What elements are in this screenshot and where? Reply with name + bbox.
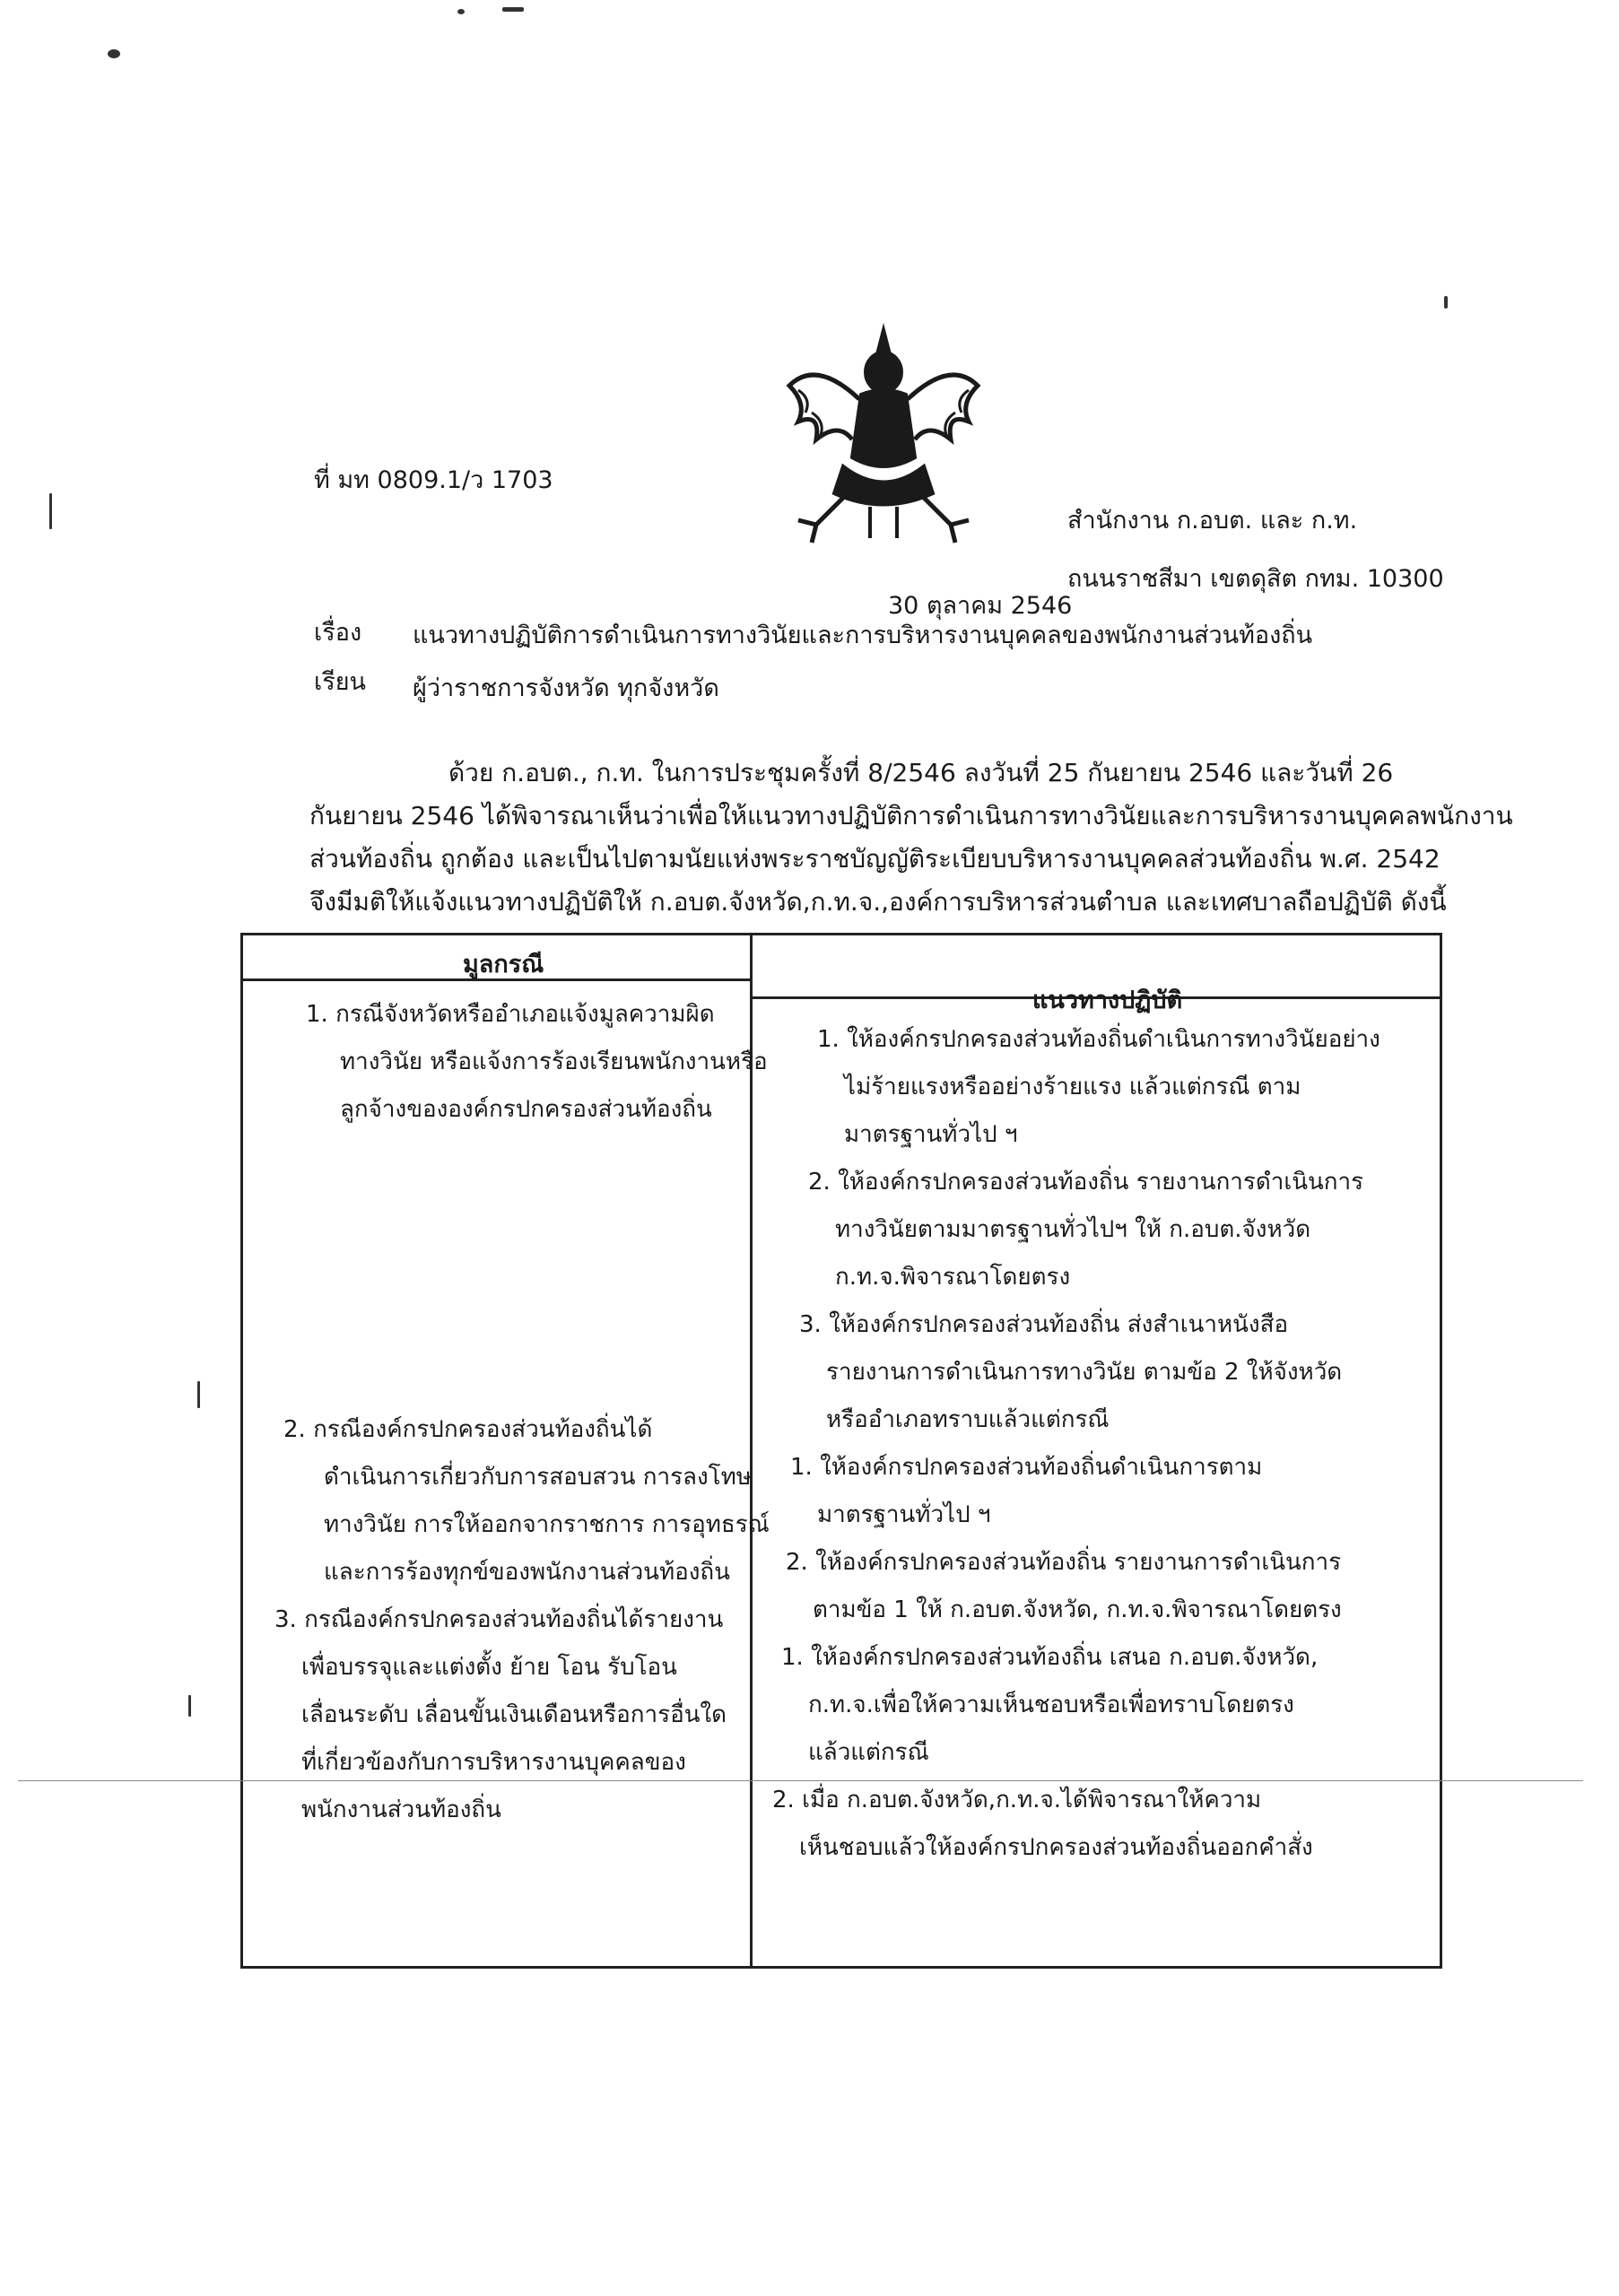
letter-date: 30 ตุลาคม 2546 [888,592,1073,620]
guideline-line: 1. ให้องค์กรปกครองส่วนท้องถิ่น เสนอ ก.อบต.จังหวัด, [781,1644,1319,1671]
case-line: ลูกจ้างขององค์กรปกครองส่วนท้องถิ่น [340,1096,712,1123]
reference-number: ที่ มท 0809.1/ว 1703 [314,466,553,494]
case-line: ทางวินัย การให้ออกจากราชการ การอุทธรณ์ [324,1511,770,1538]
guideline-line: เห็นชอบแล้วให้องค์กรปกครองส่วนท้องถิ่นออกคำสั่ง [799,1834,1313,1861]
guideline-line: หรืออำเภอทราบแล้วแต่กรณี [826,1406,1110,1433]
guideline-line: แล้วแต่กรณี [808,1739,929,1766]
case-line: ที่เกี่ยวข้องกับการบริหารงานบุคคลของ [301,1749,686,1776]
sender-address: ถนนราชสีมา เขตดุสิต กทม. 10300 [1067,565,1444,593]
scan-speck [108,49,120,58]
guideline-line: ก.ท.จ.พิจารณาโดยตรง [835,1264,1071,1291]
guideline-line: 3. ให้องค์กรปกครองส่วนท้องถิ่น ส่งสำเนาหนังสือ [799,1311,1289,1338]
case-line: 2. กรณีองค์กรปกครองส่วนท้องถิ่นได้ [283,1416,653,1443]
scan-speck [197,1381,200,1408]
scan-speck [502,7,524,12]
case-line: 1. กรณีจังหวัดหรืออำเภอแจ้งมูลความผิด [306,1001,715,1028]
body-line: ส่วนท้องถิ่น ถูกต้อง และเป็นไปตามนัยแห่งพระราชบัญญัติระเบียบบริหารงานบุคคลส่วนท้องถิ่น พ.ศ. 2542 [309,844,1441,874]
guideline-line: ก.ท.จ.เพื่อให้ความเห็นชอบหรือเพื่อทราบโดยตรง [808,1692,1294,1718]
subject-label: เรื่อง [314,619,362,647]
case-line: พนักงานส่วนท้องถิ่น [301,1796,501,1823]
case-line: เลื่อนระดับ เลื่อนขั้นเงินเดือนหรือการอื่นใด [301,1701,727,1728]
scan-speck [457,9,465,14]
guideline-line: ไม่ร้ายแรงหรืออย่างร้ายแรง แล้วแต่กรณี ตาม [844,1074,1301,1100]
case-line: เพื่อบรรจุและแต่งตั้ง ย้าย โอน รับโอน [301,1654,677,1681]
guideline-line: มาตรฐานทั่วไป ฯ [844,1121,1018,1148]
scan-fold-line [18,1780,1583,1781]
column-divider [750,935,753,1966]
guideline-line: 1. ให้องค์กรปกครองส่วนท้องถิ่นดำเนินการทางวินัยอย่าง [817,1026,1380,1053]
to-label: เรียน [314,668,367,696]
case-line: ทางวินัย หรือแจ้งการร้องเรียนพนักงานหรือ [340,1048,768,1075]
scan-speck [188,1695,191,1717]
case-line: ดำเนินการเกี่ยวกับการสอบสวน การลงโทษ [324,1464,752,1491]
body-line: ด้วย ก.อบต., ก.ท. ในการประชุมครั้งที่ 8/2546 ลงวันที่ 25 กันยายน 2546 และวันที่ 26 [448,758,1394,787]
scan-speck [49,493,52,529]
guideline-table [240,933,1442,1969]
body-line: กันยายน 2546 ได้พิจารณาเห็นว่าเพื่อให้แนวทางปฏิบัติการดำเนินการทางวินัยและการบริหารงานบุคคลพนักงาน [309,801,1513,831]
guideline-line: มาตรฐานทั่วไป ฯ [817,1501,991,1528]
guideline-line: 2. เมื่อ ก.อบต.จังหวัด,ก.ท.จ.ได้พิจารณาให้ความ [772,1787,1262,1813]
guideline-line: 2. ให้องค์กรปกครองส่วนท้องถิ่น รายงานการดำเนินการ [786,1549,1342,1576]
case-line: และการร้องทุกข์ของพนักงานส่วนท้องถิ่น [324,1559,730,1586]
to-text: ผู้ว่าราชการจังหวัด ทุกจังหวัด [413,674,719,702]
subject-text: แนวทางปฏิบัติการดำเนินการทางวินัยและการบริหารงานบุคคลของพนักงานส่วนท้องถิ่น [413,622,1313,649]
sender-office: สำนักงาน ก.อบต. และ ก.ท. [1067,507,1358,535]
guideline-line: ตามข้อ 1 ให้ ก.อบต.จังหวัด, ก.ท.จ.พิจารณาโดยตรง [813,1596,1342,1623]
garuda-emblem [780,323,987,552]
guideline-line: 2. ให้องค์กรปกครองส่วนท้องถิ่น รายงานการดำเนินการ [808,1169,1364,1196]
body-line: จึงมีมติให้แจ้งแนวทางปฏิบัติให้ ก.อบต.จังหวัด,ก.ท.จ.,องค์การบริหารส่วนตำบล และเทศบาลถือปฏิบัติ ดังนี้ [309,887,1447,917]
column-header-case: มูลกรณี [463,951,544,978]
guideline-line: 1. ให้องค์กรปกครองส่วนท้องถิ่นดำเนินการตาม [790,1454,1263,1481]
case-line: 3. กรณีองค์กรปกครองส่วนท้องถิ่นได้รายงาน [274,1606,724,1633]
scan-speck [1444,296,1448,309]
guideline-line: รายงานการดำเนินการทางวินัย ตามข้อ 2 ให้จังหวัด [826,1359,1343,1386]
guideline-line: ทางวินัยตามมาตรฐานทั่วไปฯ ให้ ก.อบต.จังหวัด [835,1216,1311,1243]
column-header-guideline: แนวทางปฏิบัติ [1032,987,1183,1014]
